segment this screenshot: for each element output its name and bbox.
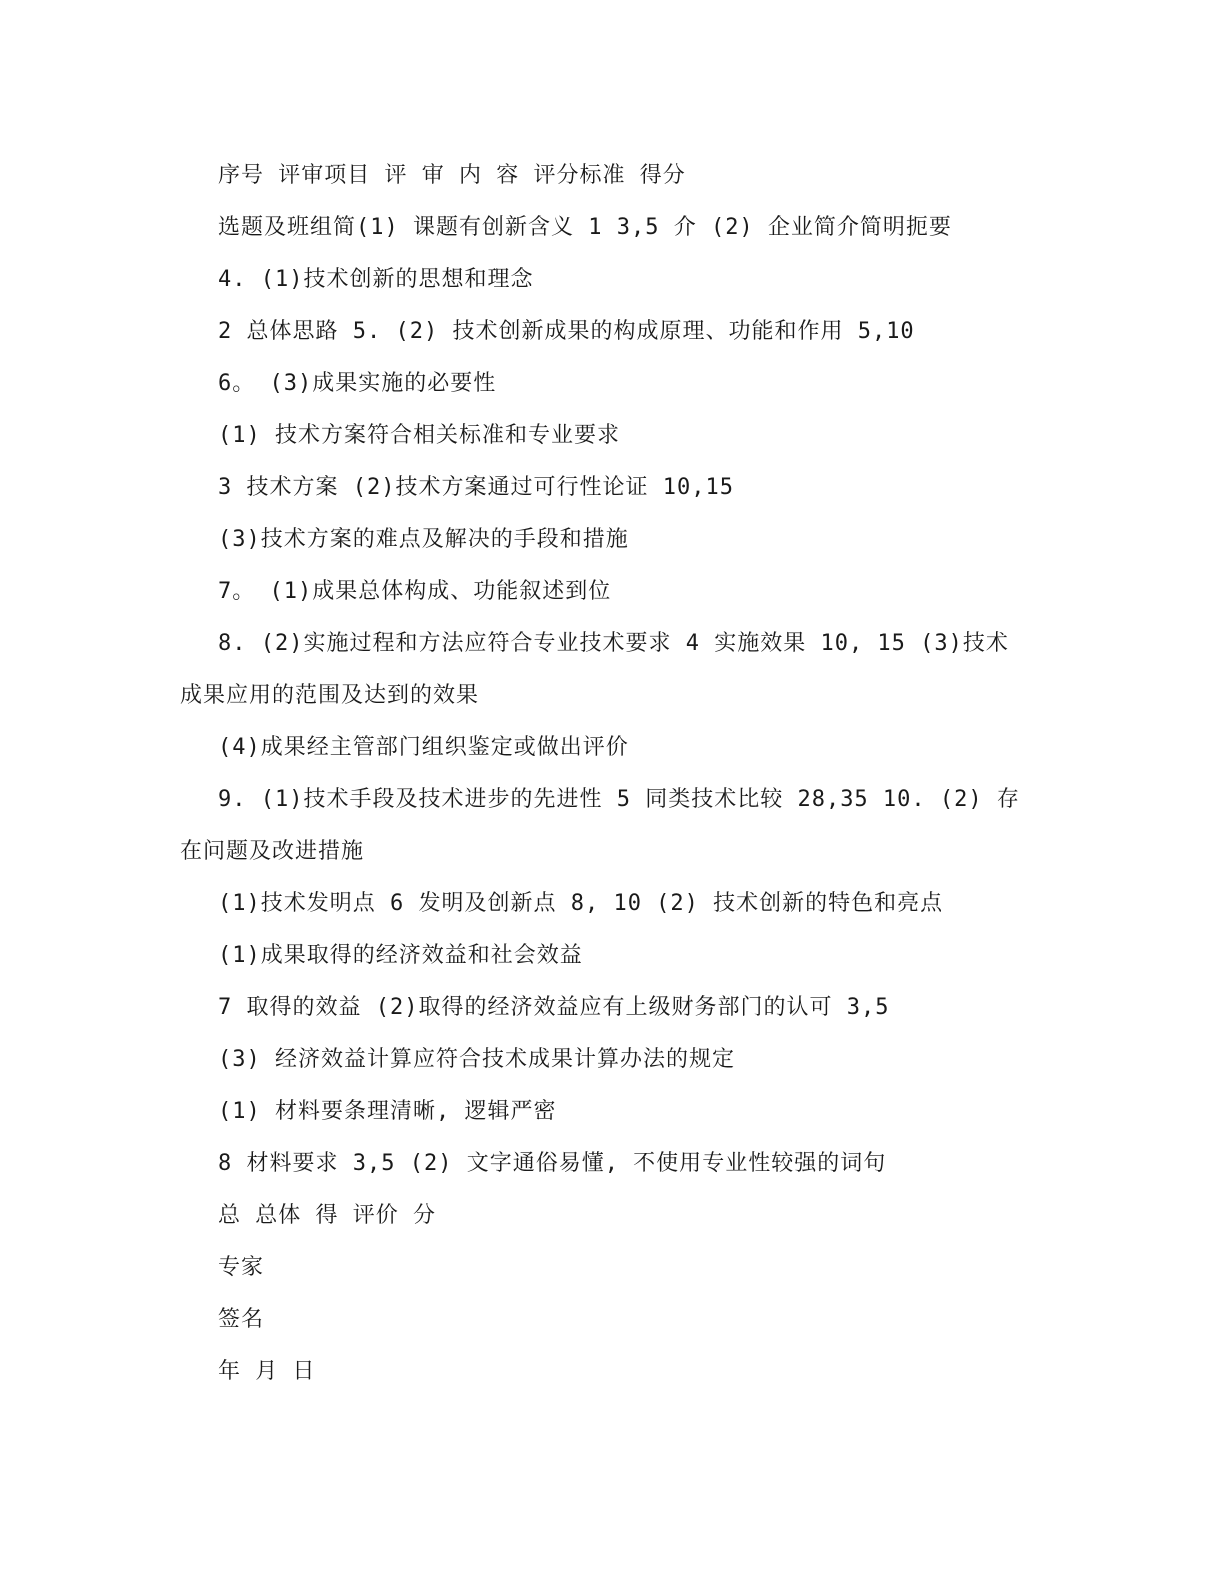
- criteria-line-8: 7。 (1)成果总体构成、功能叙述到位: [218, 579, 612, 604]
- criteria-line-14: 7 取得的效益 (2)取得的经济效益应有上级财务部门的认可 3,5: [218, 995, 890, 1020]
- total-score-line: 总 总体 得 评价 分: [218, 1203, 436, 1228]
- criteria-line-2: 4. (1)技术创新的思想和理念: [218, 267, 534, 292]
- criteria-line-7: (3)技术方案的难点及解决的手段和措施: [218, 527, 629, 552]
- criteria-line-9: 8. (2)实施过程和方法应符合专业技术要求 4 实施效果 10, 15 (3)技术成果应用的范围及达到的效果: [180, 631, 1009, 708]
- criteria-line-15: (3) 经济效益计算应符合技术成果计算办法的规定: [218, 1047, 735, 1072]
- signature-label: 签名: [218, 1307, 265, 1332]
- criteria-line-12: (1)技术发明点 6 发明及创新点 8, 10 (2) 技术创新的特色和亮点: [218, 891, 944, 916]
- criteria-line-17: 8 材料要求 3,5 (2) 文字通俗易懂, 不使用专业性较强的词句: [218, 1151, 887, 1176]
- criteria-line-13: (1)成果取得的经济效益和社会效益: [218, 943, 583, 968]
- criteria-line-11: 9. (1)技术手段及技术进步的先进性 5 同类技术比较 28,35 10. (2) 存在问题及改进措施: [180, 787, 1020, 864]
- criteria-line-1: 选题及班组简(1) 课题有创新含义 1 3,5 介 (2) 企业简介简明扼要: [218, 215, 952, 240]
- criteria-line-6: 3 技术方案 (2)技术方案通过可行性论证 10,15: [218, 475, 734, 500]
- expert-label: 专家: [218, 1255, 265, 1280]
- criteria-line-5: (1) 技术方案符合相关标准和专业要求: [218, 423, 620, 448]
- criteria-line-10: (4)成果经主管部门组织鉴定或做出评价: [218, 735, 629, 760]
- criteria-line-4: 6。 (3)成果实施的必要性: [218, 371, 497, 396]
- table-header-line: 序号 评审项目 评 审 内 容 评分标准 得分: [218, 163, 686, 188]
- criteria-line-16: (1) 材料要条理清晰, 逻辑严密: [218, 1099, 557, 1124]
- date-line: 年 月 日: [218, 1359, 316, 1384]
- criteria-line-3: 2 总体思路 5. (2) 技术创新成果的构成原理、功能和作用 5,10: [218, 319, 915, 344]
